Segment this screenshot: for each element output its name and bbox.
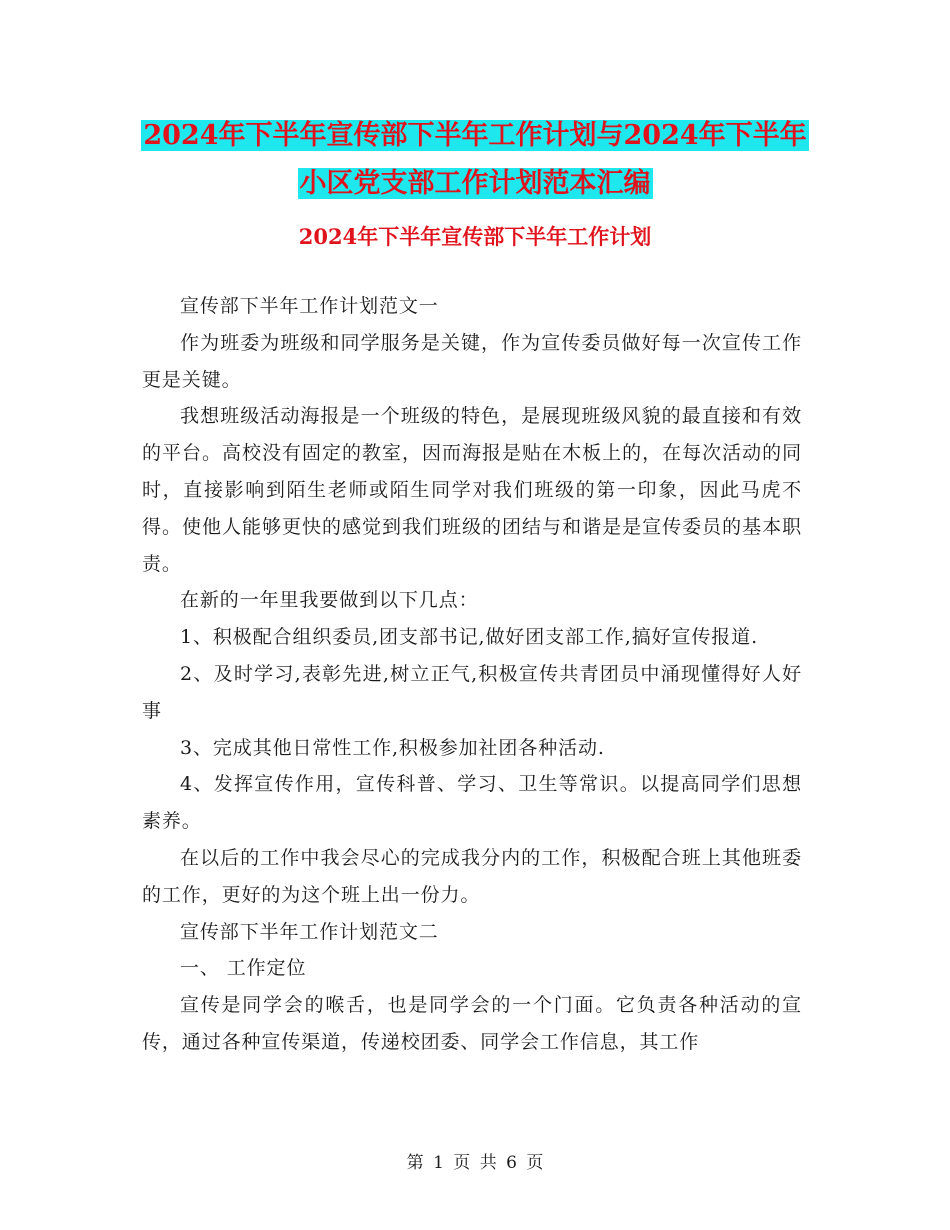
paragraph: 在新的一年里我要做到以下几点： bbox=[180, 589, 479, 612]
paragraph-heading-2: 宣传部下半年工作计划范文二 bbox=[180, 920, 439, 943]
list-item: 4、发挥宣传作用，宣传科普、学习、卫生等常识。以提高同学们思想素养。 bbox=[142, 773, 802, 833]
subsection-heading: 一、 工作定位 bbox=[180, 957, 307, 980]
document-title-line-1: 2024年下半年宣传部下半年工作计划与2024年下半年 bbox=[143, 120, 807, 151]
document-title-line-2: 小区党支部工作计划范本汇编 bbox=[299, 168, 651, 199]
paragraph: 作为班委为班级和同学服务是关键，作为宣传委员做好每一次宣传工作更是关键。 bbox=[142, 331, 802, 391]
paragraph: 在以后的工作中我会尽心的完成我分内的工作，积极配合班上其他班委的工作，更好的为这个班上出一份力。 bbox=[142, 846, 802, 906]
paragraph: 我想班级活动海报是一个班级的特色，是展现班级风貌的最直接和有效的平台。高校没有固定的教室，因而海报是贴在木板上的，在每次活动的同时，直接影响到陌生老师或陌生同学对我们班级的第一印象，因此马虎不得。使他人能够更快的感觉到我们班级的团结与和谐是是宣传委员的基本职责。 bbox=[142, 405, 802, 575]
list-item: 2、及时学习,表彰先进,树立正气,积极宣传共青团员中涌现懂得好人好事 bbox=[142, 662, 802, 722]
list-item: 3、完成其他日常性工作,积极参加社团各种活动. bbox=[180, 736, 605, 759]
document-title bbox=[140, 112, 810, 208]
page-footer: 第 1 页 共 6 页 bbox=[406, 1153, 544, 1173]
section-title: 2024年下半年宣传部下半年工作计划 bbox=[298, 224, 652, 249]
paragraph-heading-1: 宣传部下半年工作计划范文一 bbox=[180, 295, 439, 317]
document-body bbox=[142, 288, 802, 1061]
list-item: 1、积极配合组织委员,团支部书记,做好团支部工作,搞好宣传报道. bbox=[180, 626, 759, 649]
paragraph: 宣传是同学会的喉舌，也是同学会的一个门面。它负责各种活动的宣传，通过各种宣传渠道，传递校团委、同学会工作信息，其工作 bbox=[142, 994, 802, 1053]
